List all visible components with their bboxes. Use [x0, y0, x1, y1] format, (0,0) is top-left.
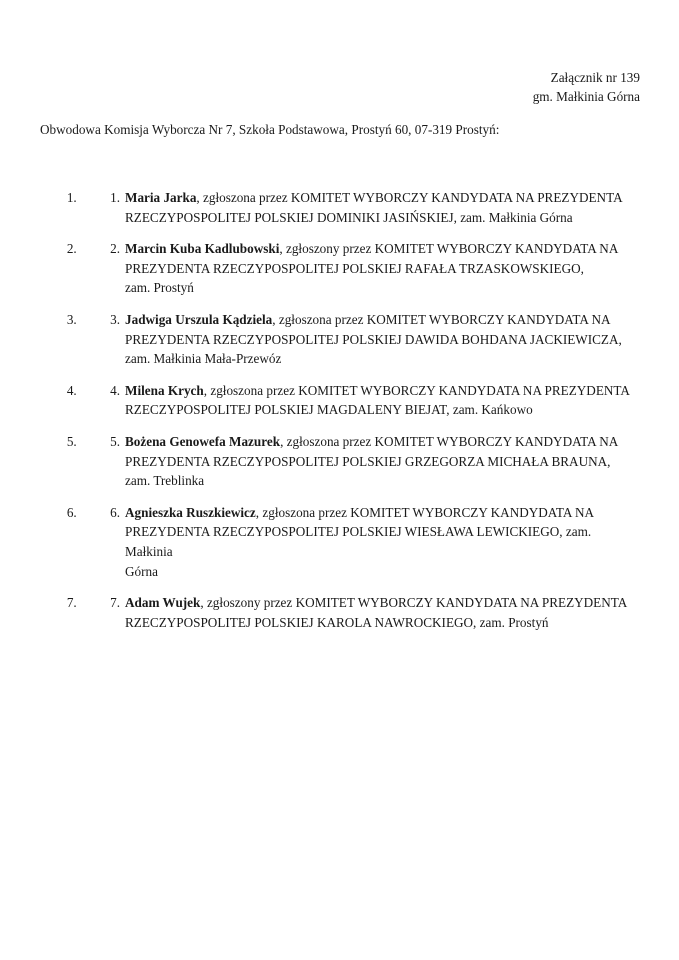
candidate-detail-line-2: PREZYDENTA RZECZYPOSPOLITEJ POLSKIEJ RAFAŁA TRZASKOWSKIEGO,	[125, 260, 584, 276]
list-item-body	[125, 503, 639, 581]
attachment-number-label: Załącznik nr 139	[550, 70, 640, 85]
list-item-number: 2. 2.	[110, 241, 120, 257]
candidate-detail-line-3: zam. Małkinia Mała-Przewóz	[125, 351, 282, 367]
list-item-body	[125, 593, 639, 632]
list-item-number: 6. 6.	[110, 504, 120, 520]
list-item-number: 1. 1.	[110, 190, 120, 205]
candidate-name: Bożena Genowefa Mazurek	[125, 433, 281, 449]
candidate-detail-line-3: zam. Prostyń	[125, 280, 194, 296]
candidate-detail-line-1: , zgłoszona przez KOMITET WYBORCZY KANDYDATA NA	[280, 433, 619, 449]
candidate-detail-line-1: , zgłoszona przez KOMITET WYBORCZY KANDYDATA NA	[272, 311, 611, 327]
candidate-name: Maria Jarka	[125, 190, 197, 205]
candidate-name: Adam Wujek	[125, 595, 201, 611]
list-item	[80, 310, 639, 369]
list-item	[80, 432, 639, 491]
list-item	[80, 188, 639, 227]
candidate-name: Jadwiga Urszula Kądziela	[125, 311, 273, 327]
municipality-label: gm. Małkinia Górna	[532, 89, 640, 104]
list-item	[80, 503, 639, 581]
list-item-body	[125, 432, 639, 491]
list-item-number: 7. 7.	[110, 595, 120, 611]
list-item	[80, 239, 639, 298]
list-item-number: 4. 4.	[110, 382, 120, 398]
list-item-number: 3. 3.	[110, 311, 120, 327]
candidate-detail-line-3: Górna	[125, 563, 158, 579]
list-item	[80, 593, 639, 632]
list-item-body	[125, 239, 639, 298]
candidate-detail-line-3: zam. Treblinka	[125, 473, 205, 489]
candidate-detail-line-1: , zgłoszony przez KOMITET WYBORCZY KANDYDATA NA PREZYDENTA	[200, 595, 628, 611]
candidate-detail-line-1: , zgłoszona przez KOMITET WYBORCZY KANDYDATA NA PREZYDENTA	[196, 190, 623, 205]
document-header	[533, 68, 640, 106]
list-item-body	[125, 310, 639, 369]
candidate-name: Agnieszka Ruszkiewicz	[125, 504, 256, 520]
candidate-name: Marcin Kuba Kadlubowski	[125, 241, 280, 257]
list-item-body	[125, 381, 639, 420]
candidate-detail-line-2: RZECZYPOSPOLITEJ POLSKIEJ MAGDALENY BIEJAT, zam. Kańkowo	[125, 402, 533, 418]
list-item	[80, 381, 639, 420]
list-item-body	[125, 188, 639, 227]
candidate-detail-line-2: RZECZYPOSPOLITEJ POLSKIEJ KAROLA NAWROCKIEGO, zam. Prostyń	[125, 614, 549, 630]
commission-heading: Obwodowa Komisja Wyborcza Nr 7, Szkoła Podstawowa, Prostyń 60, 07-319 Prostyń:	[40, 122, 500, 137]
list-item-number: 5. 5.	[110, 433, 120, 449]
candidate-detail-line-2: PREZYDENTA RZECZYPOSPOLITEJ POLSKIEJ GRZEGORZA MICHAŁA BRAUNA,	[125, 453, 611, 469]
candidate-name: Milena Krych	[125, 382, 204, 398]
candidate-detail-line-1: , zgłoszony przez KOMITET WYBORCZY KANDYDATA NA	[279, 241, 619, 257]
candidate-detail-line-2: PREZYDENTA RZECZYPOSPOLITEJ POLSKIEJ WIESŁAWA LEWICKIEGO, zam. Małkinia	[125, 524, 592, 559]
candidate-detail-line-2: RZECZYPOSPOLITEJ POLSKIEJ DOMINIKI JASIŃSKIEJ, zam. Małkinia Górna	[125, 209, 573, 225]
candidate-list	[40, 188, 639, 632]
candidate-detail-line-1: , zgłoszona przez KOMITET WYBORCZY KANDYDATA NA	[255, 504, 595, 520]
candidate-detail-line-1: , zgłoszona przez KOMITET WYBORCZY KANDYDATA NA PREZYDENTA	[203, 382, 630, 398]
candidate-detail-line-2: PREZYDENTA RZECZYPOSPOLITEJ POLSKIEJ DAWIDA BOHDANA JACKIEWICZA,	[125, 331, 622, 347]
